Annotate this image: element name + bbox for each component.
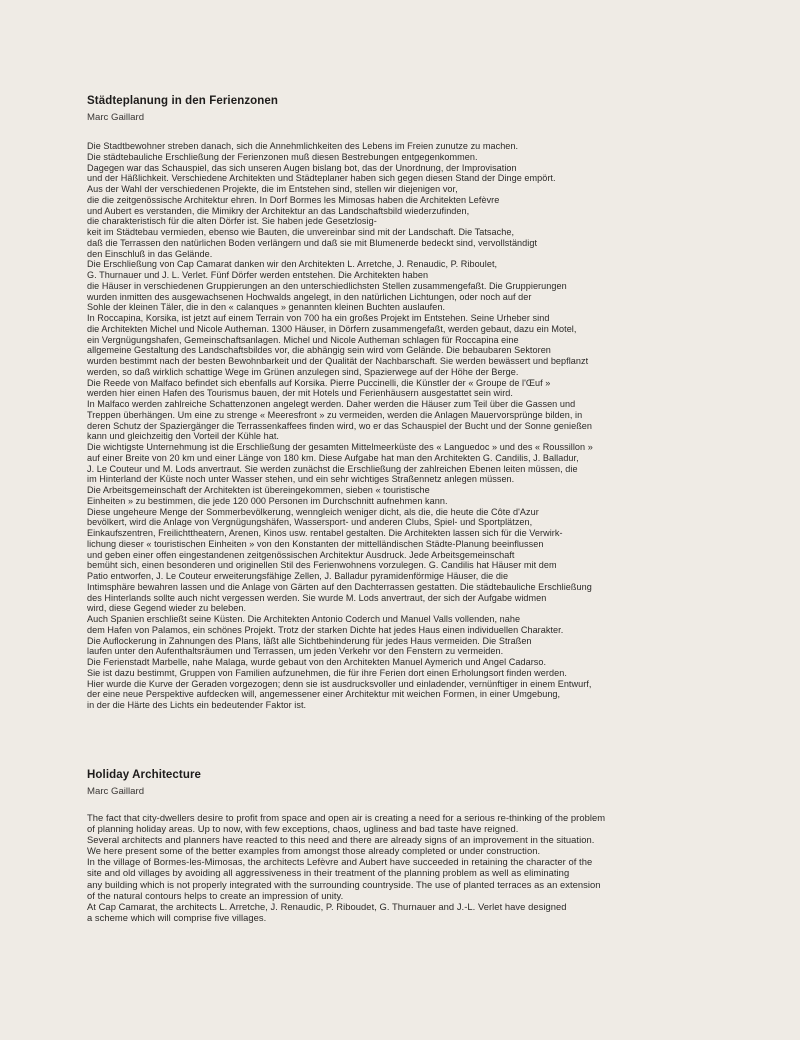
english-text-line: a scheme which will comprise five villages. bbox=[87, 911, 267, 923]
english-text-line: any building which is not properly integrated with the surrounding countryside. The use of planted terraces as an extension bbox=[87, 878, 601, 890]
german-text-line: Diese ungeheure Menge der Sommerbevölkerung, wenngleich weniger dicht, als die, die heute die Côte d'Azur bbox=[87, 506, 539, 517]
german-text-line: die charakteristisch für die alten Dörfer ist. Sie haben jede Gesetzlosig- bbox=[87, 216, 377, 227]
german-text-line: Die Auflockerung in Zahnungen des Plans, läßt alle Sichtbehinderung für jedes Haus vermeiden. Die Straßen bbox=[87, 635, 532, 646]
german-text-line: Sohle der kleinen Täler, die in den « calanques » genannten kleinen Buchten auslaufen. bbox=[87, 302, 446, 313]
german-text-line: des Hinterlands sollte auch nicht vergessen werden. Sie wurde M. Lods anvertraut, der sich der Aufgabe widmen bbox=[87, 592, 547, 603]
german-text-line: Auch Spanien erschließt seine Küsten. Die Architekten Antonio Coderch und Manuel Valls vollenden, nahe bbox=[87, 614, 521, 624]
english-title: Holiday Architecture bbox=[87, 769, 202, 781]
english-body bbox=[87, 812, 787, 923]
german-text-line: laufen unter den Aufenthaltsräumen und Terrassen, um jeden Verkehr vor den Fenstern zu vermeiden. bbox=[87, 646, 504, 657]
german-text-line: Die Arbeitsgemeinschaft der Architekten ist übereingekommen, sieben « touristische bbox=[87, 485, 430, 495]
german-text-line: Patio entworfen, J. Le Couteur erweiterungsfähige Zellen, J. Balladur pyramidenförmige Häuser, die die bbox=[87, 571, 509, 581]
german-text-line: Treppen überhängen. Um eine zu strenge « Meeresfront » zu vermeiden, werden die Anlagen Mauervorsprünge bilden, in bbox=[87, 409, 583, 420]
german-text-line: ein Vergnügungshafen, Gemeinschaftsanlagen. Michel und Nicole Autheman schlagen für Roccapina eine bbox=[87, 334, 519, 345]
german-text-line: Dagegen war das Schauspiel, das sich unseren Augen bislang bot, das der Unordnung, der Improvisation bbox=[87, 162, 517, 173]
german-text-line: und geben einer offen eingestandenen zeitgenössischen Architektur Ausdruck. Jede Arbeitsgemeinschaft bbox=[87, 549, 515, 560]
german-text-line: Aus der Wahl der verschiedenen Projekte, die im Entstehen sind, stellen wir diejenigen vor, bbox=[87, 184, 458, 194]
german-text-line: bemüht sich, einen besonderen und originellen Stil des Ferienwohnens vorzulegen. G. Candilis hat Häuser mit dem bbox=[87, 560, 557, 571]
german-title: Städteplanung in den Ferienzonen bbox=[87, 95, 279, 107]
german-text-line: Sie ist dazu bestimmt, Gruppen von Familien aufzunehmen, die für ihre Ferien dort einen Erholungsort finden werden. bbox=[87, 667, 567, 678]
german-author: Marc Gaillard bbox=[87, 112, 145, 123]
german-text-line: Die Reede von Malfaco befindet sich ebenfalls auf Korsika. Pierre Puccinelli, die Künstler der « Groupe de l'Œuf » bbox=[87, 377, 551, 388]
english-author: Marc Gaillard bbox=[87, 786, 145, 797]
german-text-line: dem Hafen von Palamos, ein schönes Projekt. Trotz der starken Dichte hat jedes Haus einen individuellen Charakter. bbox=[87, 624, 564, 635]
english-text-line: of planning holiday areas. Up to now, with few exceptions, chaos, ugliness and bad taste have reigned. bbox=[87, 823, 519, 835]
german-article bbox=[87, 94, 787, 711]
german-body bbox=[87, 141, 787, 711]
german-text-line: Die Ferienstadt Marbelle, nahe Malaga, wurde gebaut von den Architekten Manuel Aymerich und Angel Cadarso. bbox=[87, 657, 547, 667]
german-text-line: Die Erschließung von Cap Camarat danken wir den Architekten L. Arretche, J. Renaudic, P. Riboulet, bbox=[87, 259, 498, 270]
english-text-line: site and old villages by avoiding all aggressiveness in their treatment of the planning problem as well as eliminating bbox=[87, 867, 570, 879]
german-text-line: die Häuser in verschiedenen Gruppierungen an den unterschiedlichsten Stellen zusammengefaßt. Die Gruppierungen bbox=[87, 280, 567, 291]
german-text-line: wurden inmitten des ausgewachsenen Hochwalds angelegt, in den natürlichen Lichtungen, oder noch auf der bbox=[87, 291, 532, 302]
german-text-line: die die zeitgenössische Architektur ehren. In Dorf Bormes les Mimosas haben die Architekten Lefèvre bbox=[87, 194, 500, 205]
german-text-line: und der Häßlichkeit. Verschiedene Architekten und Städteplaner haben sich gegen diesen Stand der Dinge empört. bbox=[87, 173, 556, 184]
german-text-line: allgemeine Gestaltung des Landschaftsbildes vor, die abhängig sein wird vom Gelände. Die bebaubaren Sektoren bbox=[87, 345, 551, 356]
english-article bbox=[87, 768, 787, 923]
german-text-line: den Einschluß in das Gelände. bbox=[87, 248, 213, 259]
english-text-line: Several architects and planners have reacted to this need and there are already signs of an improvement in the situation. bbox=[87, 834, 595, 846]
german-text-line: werden, so daß wirklich schattige Wege im Grünen anzulegen sind, Spazierwege auf der Höhe der Berge. bbox=[87, 366, 519, 377]
german-text-line: bevölkert, wird die Anlage von Vergnügungshäfen, Wassersport- und anderen Clubs, Spiel- und Sportplätzen, bbox=[87, 517, 533, 528]
german-text-line: der eine neue Perspektive aufdecken will, angemessener einer Architektur mit weichen Formen, in einer Umgebung, bbox=[87, 689, 561, 700]
german-text-line: werden hier einen Hafen des Tourismus bauen, der mit Hotels und Ferienhäusern ausgestattet sein wird. bbox=[87, 388, 513, 399]
german-text-line: Intimsphäre bewahren lassen und die Anlage von Gärten auf den Dachterrassen gestatten. Die städtebauliche Erschließung bbox=[87, 581, 592, 592]
german-text-line: G. Thurnauer und J. L. Verlet. Fünf Dörfer werden entstehen. Die Architekten haben bbox=[87, 270, 429, 280]
german-text-line: Einheiten » zu bestimmen, die jede 120 000 Personen im Durchschnitt aufnehmen kann. bbox=[87, 495, 448, 506]
german-text-line: daß die Terrassen den natürlichen Boden verlängern und daß sie mit Blumenerde bedeckt sind, vervollständigt bbox=[87, 237, 538, 248]
english-text-line: We here present some of the better examples from amongst those already completed or under construction. bbox=[87, 845, 541, 857]
english-text-line: of the natural contours helps to create an impression of unity. bbox=[87, 889, 344, 901]
german-text-line: Die städtebauliche Erschließung der Ferienzonen muß diesen Bestrebungen entgegenkommen. bbox=[87, 151, 478, 162]
german-text-line: wurden bestimmt nach der besten Bewohnbarkeit und der Qualität der Nachbarschaft. Sie werden bewässert und bepflanzt bbox=[87, 356, 589, 366]
english-text-line: The fact that city-dwellers desire to profit from space and open air is creating a need for a serious re-thinking of the problem bbox=[87, 812, 606, 823]
german-text-line: im Hinterland der Küste noch unter Wasser stehen, und ein sehr wichtiges Straßennetz anlegen müssen. bbox=[87, 474, 515, 485]
german-text-line: auf einer Breite von 20 km und einer Länge von 180 km. Diese Aufgabe hat man den Architekten G. Candilis, J. Balladur, bbox=[87, 452, 579, 463]
german-text-line: wird, diese Gegend wieder zu beleben. bbox=[87, 603, 247, 614]
german-text-line: die Architekten Michel und Nicole Autheman. 1300 Häuser, in Dörfern zusammengefaßt, werden gebaut, dazu ein Motel, bbox=[87, 323, 577, 334]
german-text-line: Die wichtigste Unternehmung ist die Erschließung der gesamten Mittelmeerküste des « Languedoc » und des « Roussillon » bbox=[87, 442, 593, 452]
german-text-line: Hier wurde die Kurve der Geraden vorgezogen; denn sie ist ausdrucksvoller und einladender, vernünftiger in einem Entwurf, bbox=[87, 678, 592, 689]
german-text-line: In Roccapina, Korsika, ist jetzt auf einem Terrain von 700 ha ein großes Projekt im Entstehen. Seine Urheber sind bbox=[87, 313, 550, 323]
german-text-line: lichung dieser « touristischen Einheiten » von den Konstanten der mittelländischen Städte-Planung beeinflussen bbox=[87, 538, 544, 549]
german-text-line: und Aubert es verstanden, die Mimikry der Architektur an das Landschaftsbild wiederzufinden, bbox=[87, 205, 470, 216]
german-text-line: deren Schutz der Spaziergänger die Terrassenkaffees finden wird, wo er das Schauspiel der Bucht und der Sonne genießen bbox=[87, 420, 593, 431]
german-text-line: In Malfaco werden zahlreiche Schattenzonen angelegt werden. Daher werden die Häuser zum Teil über die Gassen und bbox=[87, 399, 576, 409]
german-text-line: kann und gleichzeitig den Vorteil der Kühle hat. bbox=[87, 431, 279, 442]
english-text-line: At Cap Camarat, the architects L. Arretche, J. Renaudic, P. Riboudet, G. Thurnauer and J.-L. Verlet have designed bbox=[87, 900, 567, 912]
german-text-line: Die Stadtbewohner streben danach, sich die Annehmlichkeiten des Lebens im Freien zunutze zu machen. bbox=[87, 141, 519, 151]
german-text-line: in der die Härte des Lichts ein bedeutender Faktor ist. bbox=[87, 700, 307, 710]
german-text-line: J. Le Couteur und M. Lods anvertraut. Sie werden zunächst die Erschließung der zahlreichen Ebenen leiten müssen, die bbox=[87, 463, 578, 474]
german-text-line: keit im Städtebau vermieden, ebenso wie Bauten, die unvereinbar sind mit der Landschaft. Die Tatsache, bbox=[87, 227, 515, 237]
english-text-line: In the village of Bormes-les-Mimosas, the architects Lefèvre and Aubert have succeeded in retaining the character of the bbox=[87, 856, 593, 868]
german-text-line: Einkaufszentren, Freilichttheatern, Arenen, Kinos usw. rentabel gestalten. Die Architekten lassen sich für die Verwirk- bbox=[87, 528, 563, 538]
